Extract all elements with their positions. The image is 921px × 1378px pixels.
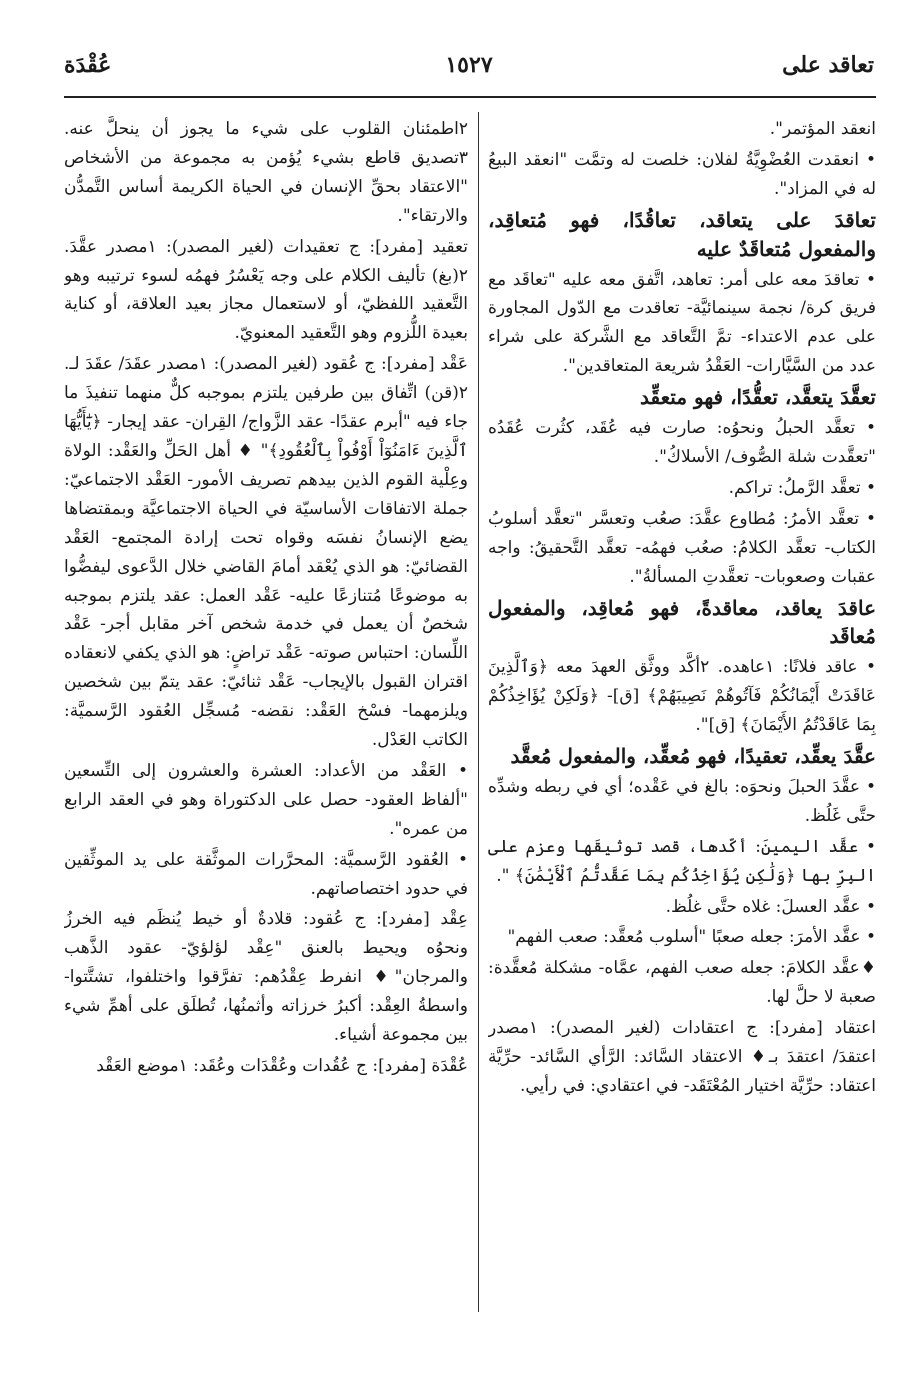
entry-paragraph: عِقْد [مفرد]: ج عُقود: قلادةٌ أو خيط يُنظَم فيه الخرزُ ونحوُه ويحيط بالعنق "عِقْد لؤلؤيّ- عقود الذَّهب والمرجان"♦ انفرط عِقْدُهم: تفرَّقوا واختلفوا، تشتَّتوا- واسطةُ العِقْد: أكبرُ خرزاته وأثمنُها، تُطلَق على أهمِّ شيء بين مجموعة أشياء. (64, 909, 468, 1046)
entry-paragraph: اعتقاد [مفرد]: ج اعتقادات (لغير المصدر): ١مصدر اعتقدَ/ اعتقدَ بـ♦ الاعتقاد السَّائد: الرَّأي السَّائد- حرِّيَّة اعتقاد: حرِّيَّة اختيار المُعْتَقَد- في اعتقادي: في رأيي. (488, 1018, 876, 1096)
left-column (64, 115, 468, 1335)
entry-paragraph: • عقَّد اليمينَ: أكّدها، قصد توثيقَها وعزم على البِرِّ بها ﴿وَلَٰكِن يُؤَاخِذُكُم بِمَا عَقَّدتُّمُ ٱلْأَيْمَٰنَ﴾ ". (488, 836, 876, 886)
page-number: ١٥٢٧ (445, 52, 493, 78)
entry-paragraph: عَقْد [مفرد]: ج عُقود (لغير المصدر): ١مصدر عقَدَ/ عقَدَ لـ. ٢(قن) اتِّفاق بين طرفين يلتزم بموجبه كلٌّ منهما تنفيذَ ما جاء فيه "أبرم عقدًا- عقد الزَّواج/ القِران- عقد إيجار- ﴿يَٰٓأَيُّهَا ٱلَّذِينَ ءَامَنُوٓاْ أَوْفُواْ بِٱلْعُقُودِ﴾" ♦ أهل الحَلِّ والعَقْد: الولاة وعِلْية القوم الذين بيدهم تصريف الأمور- العَقْد الاجتماعيّ: جملة الاتفاقات الأساسيّة في الحياة الاجتماعيَّة وبمقتضاها يضع الإنسانُ نفسَه وقواه تحت إرادة المجتمع- العَقْد القضائيّ: هو الذي يُعْقد أمامَ القاضي خلال الدَّعوى ليفضُّوا به موضوعًا مُتنازعًا عليه- عَقْد العمل: عقد يلتزم بموجبه شخصٌ أن يعمل في خدمة شخص آخر مقابل أجر- عَقْد اللِّسان: احتباس صوته- عَقْد تراضٍ: هو الذي يكفي لانعقاده اقتران القبول بالإيجاب- عَقْد ثنائيّ: عقد يتمّ بين شخصين ويلزمهما- فسْخ العَقْد: نقضه- مُسجِّل العُقود الرَّسميَّة: الكاتب العَدْل. (64, 354, 468, 751)
entry-headword: عقَّدَ يعقِّد، تعقيدًا، فهو مُعقِّد، والمفعول مُعقَّد (510, 744, 876, 769)
right-column (488, 115, 876, 1335)
header-first-word: تعاقد على (782, 52, 874, 78)
entry-paragraph: • عاقد فلانًا: ١عاهده. ٢أكَّد ووثَّق العهدَ معه ﴿وَٱلَّذِينَ عَاقَدَتْ أَيْمَانُكُمْ فَآتُوهُمْ نَصِيبَهُمْ﴾ [ق]- ﴿وَلَكِنْ يُؤَاخِذُكُمْ بِمَا عَاقَدْتُمُ الأَيْمَانَ﴾ [ق]". (488, 657, 876, 736)
entry-headword: تعاقدَ على يتعاقد، تعاقُدًا، فهو مُتعاقِد، والمفعول مُتعاقَدٌ عليه (488, 207, 876, 261)
entry-paragraph: • تعاقدَ معه على أمر: تعاهد، اتَّفق معه عليه "تعاقَد مع فريق كرة/ نجمة سينمائيَّة- تعاقدت مع الدّول المجاورة على عدم الاعتداء- تمَّ التَّعاقد مع الشَّركة على شراء عدد من السَّيَّارات- العَقْدُ شريعة المتعاقدين". (488, 269, 876, 377)
entry-paragraph: ♦عقَّد الكلامَ: جعله صعب الفهم، عمَّاه- مشكلة مُعقَّدة: صعبة لا حلَّ لها. (488, 958, 876, 1008)
entry-paragraph: • عقَّدَ الحبلَ ونحوَه: بالغ في عَقْده؛ أي في ربطه وشدِّه حتَّى غَلُظ. (488, 776, 876, 826)
column-divider (478, 112, 479, 1312)
entry-paragraph: • عقَّد العسلَ: غلاه حتَّى غلُظ. (665, 896, 876, 917)
entry-paragraph: ٢اطمئنان القلوب على شيء ما يجوز أن ينحلَّ عنه. ٣تصديق قاطع بشيء يُؤمن به مجموعة من الأشخاص "الاعتقاد بحقِّ الإنسان في الحياة الكريمة أساس التَّمدُّن والارتقاء". (64, 119, 468, 226)
header-rule (64, 96, 876, 98)
entry-paragraph: تعقيد [مفرد]: ج تعقيدات (لغير المصدر): ١مصدر عقَّدَ. ٢(بغ) تأليف الكلام على وجه يَعْسُرُ فهمُه لسوء ترتيبه وهو التَّعقيد اللفظيّ، أو لاستعمال مجاز بعيد العلاقة، أو كناية بعيدة اللُّزوم وهو التَّعقيد المعنويّ. (64, 236, 468, 344)
entry-paragraph: • تعقَّد الحبلُ ونحوُه: صارت فيه عُقَد، كثُرت عُقَدُه "تعقَّدت شلة الصُّوف/ الأسلاكُ". (488, 418, 876, 467)
entry-paragraph: • العُقود الرَّسميَّة: المحرَّرات الموثَّقة على يد الموثِّقين في حدود اختصاصاتهم. (64, 849, 468, 899)
entry-paragraph: • العَقْد من الأعداد: العشرة والعشرون إلى التِّسعين "ألفاظ العقود- حصل على الدكتوراة وهو في العقد الرابع من عمره". (64, 760, 468, 839)
entry-paragraph: • تعقَّد الرَّملُ: تراكم. (728, 477, 876, 498)
entry-paragraph: عُقْدَة [مفرد]: ج عُقُدات وعُقْدَات وعُقَد: ١موضع العَقْد (96, 1056, 468, 1076)
entry-paragraph: • تعقَّد الأمرُ: مُطاوع عقَّدَ: صعُب وتعسَّر "تعقَّد أسلوبُ الكتاب- تعقَّد الكلامُ: صعُب فهمُه- تعقَّد التَّحقيقُ: واجه عقبات وصعوبات- تعقَّدتِ المسألةُ". (488, 508, 876, 587)
entry-paragraph: انعقد المؤتمر". (769, 119, 876, 139)
entry-headword: تعقَّدَ يتعقَّد، تعقُّدًا، فهو متعقِّد (640, 385, 876, 410)
header-last-word: عُقْدَة (64, 52, 112, 78)
page-header (64, 52, 874, 92)
entry-paragraph: • عقَّد الأمرَ: جعله صعبًا "أسلوب مُعقَّد: صعب الفهم" (507, 927, 876, 948)
entry-headword: عاقدَ يعاقد، معاقدةً، فهو مُعاقِد، والمفعول مُعاقَد (488, 595, 876, 649)
entry-paragraph: • انعقدت العُضْوِيَّةُ لفلان: خلصت له وتمَّت "انعقد البيعُ له في المزاد". (488, 149, 876, 199)
